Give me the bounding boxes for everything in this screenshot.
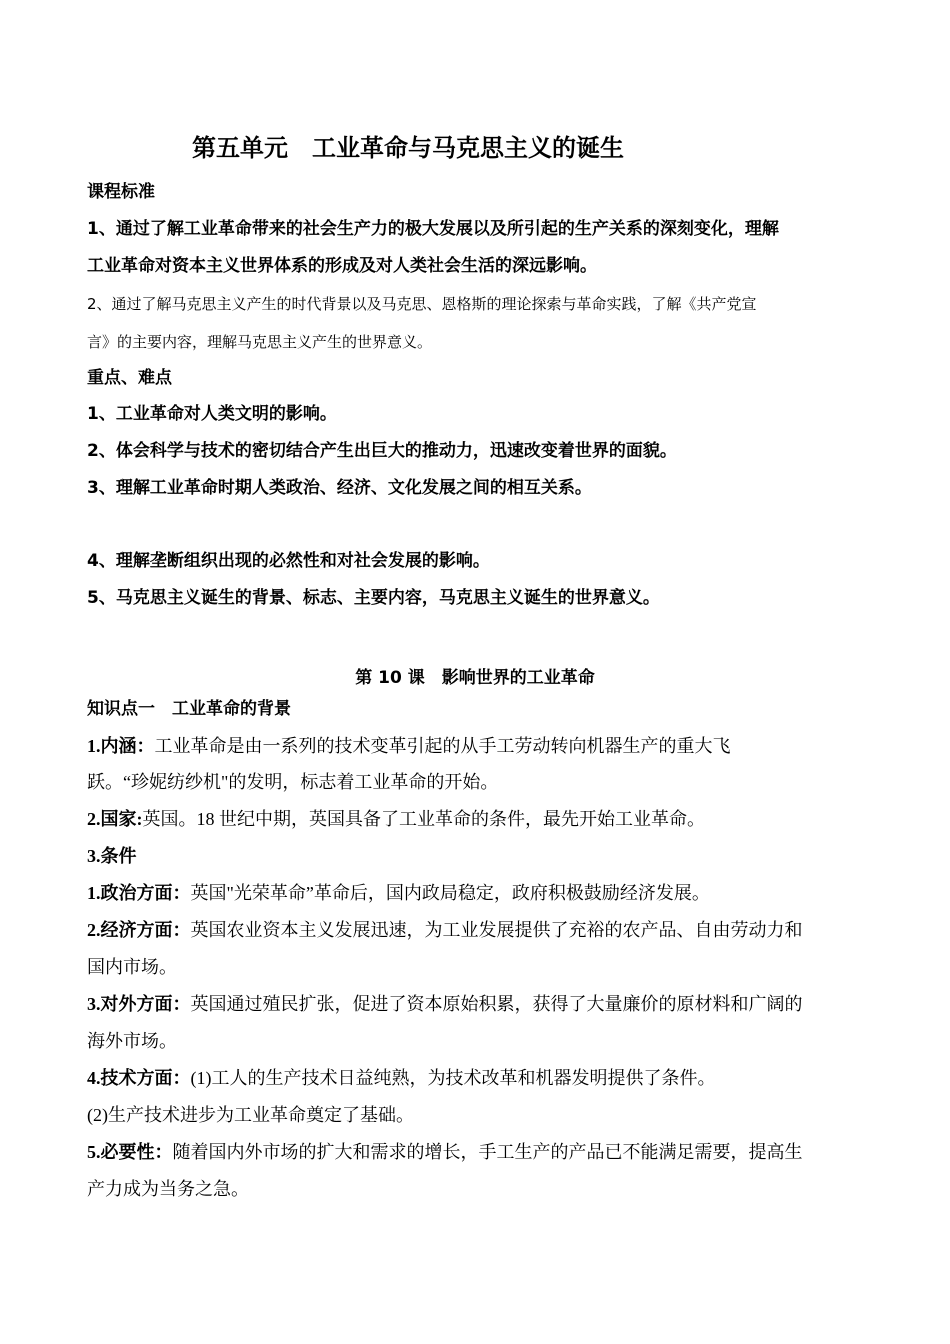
curriculum-item-1-line-1: 1、通过了解工业革命带来的社会生产力的极大发展以及所引起的生产关系的深刻变化，理解 <box>87 219 779 239</box>
condition-political <box>87 884 710 902</box>
paragraph-text: (2)生产技术进步为工业革命奠定了基础。 <box>87 1105 414 1125</box>
key-point-item: 4、理解垄断组织出现的必然性和对社会发展的影响。 <box>87 551 490 571</box>
paragraph-text: 海外市场。 <box>87 1031 177 1051</box>
paragraph-text: 英国农业资本主义发展迅速，为工业发展提供了充裕的农产品、自由劳动力和 <box>190 920 803 940</box>
key-point-item: 5、马克思主义诞生的背景、标志、主要内容，马克思主义诞生的世界意义。 <box>87 588 660 608</box>
paragraph-label: 1.政治方面： <box>87 883 191 903</box>
knowledge-point-heading: 知识点一 工业革命的背景 <box>87 699 291 719</box>
unit-title: 第五单元 工业革命与马克思主义的诞生 <box>192 134 624 162</box>
paragraph-label: 1.内涵： <box>87 736 155 756</box>
paragraph-label: 4.技术方面： <box>87 1068 191 1088</box>
lesson-title: 第 10 课 影响世界的工业革命 <box>355 668 595 688</box>
key-point-item: 1、工业革命对人类文明的影响。 <box>87 404 337 424</box>
paragraph-text: 英国"光荣革命”革命后，国内政局稳定，政府积极鼓励经济发展。 <box>190 883 710 903</box>
condition-external <box>87 995 803 1013</box>
key-point-item: 2、体会科学与技术的密切结合产生出巨大的推动力，迅速改变着世界的面貌。 <box>87 441 677 461</box>
paragraph-text: 国内市场。 <box>87 957 177 977</box>
condition-technical <box>87 1069 716 1087</box>
paragraph-text: 产力成为当务之急。 <box>87 1179 249 1199</box>
key-point-item: 3、理解工业革命时期人类政治、经济、文化发展之间的相互关系。 <box>87 478 592 498</box>
paragraph-label: 2.国家: <box>87 809 143 829</box>
condition-necessity <box>87 1143 803 1161</box>
paragraph-label: 5.必要性： <box>87 1142 173 1162</box>
paragraph-country <box>87 810 705 828</box>
paragraph-text: 跃。“珍妮纺纱机"的发明，标志着工业革命的开始。 <box>87 772 499 792</box>
condition-economic <box>87 921 803 939</box>
curriculum-heading: 课程标准 <box>87 182 155 202</box>
paragraph-text: 工业革命是由一系列的技术变革引起的从手工劳动转向机器生产的重大飞 <box>154 736 731 756</box>
paragraph-label: 3.对外方面： <box>87 994 191 1014</box>
key-points-heading: 重点、难点 <box>87 368 172 388</box>
curriculum-item-2-line-1: 2、通过了解马克思主义产生的时代背景以及马克思、恩格斯的理论探索与革命实践，了解《共产党宣 <box>87 295 757 313</box>
curriculum-item-2-line-2: 言》的主要内容，理解马克思主义产生的世界意义。 <box>87 333 433 351</box>
curriculum-item-1-line-2: 工业革命对资本主义世界体系的形成及对人类社会生活的深远影响。 <box>87 256 597 276</box>
conditions-heading: 3.条件 <box>87 846 137 866</box>
paragraph-label: 2.经济方面： <box>87 920 191 940</box>
paragraph-text: 英国通过殖民扩张，促进了资本原始积累，获得了大量廉价的原材料和广阔的 <box>190 994 803 1014</box>
paragraph-text: 随着国内外市场的扩大和需求的增长，手工生产的产品已不能满足需要，提高生 <box>172 1142 803 1162</box>
paragraph-connotation <box>87 737 731 755</box>
paragraph-text: (1)工人的生产技术日益纯熟，为技术改革和机器发明提供了条件。 <box>190 1068 716 1088</box>
paragraph-text: 英国。18 世纪中期，英国具备了工业革命的条件，最先开始工业革命。 <box>142 809 705 829</box>
